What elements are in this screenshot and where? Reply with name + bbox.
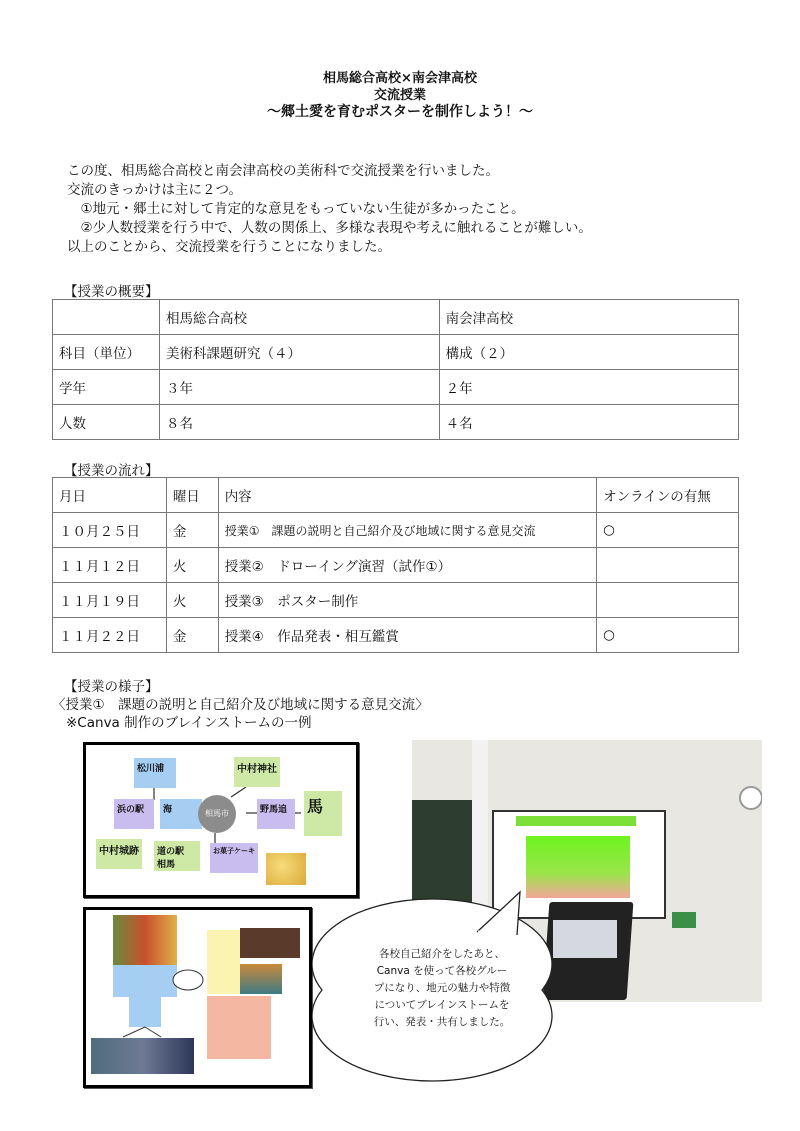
food-photo bbox=[240, 928, 300, 958]
note-sea: 海 bbox=[160, 799, 202, 829]
table-cell bbox=[597, 548, 739, 583]
bubble-line: 各校自己紹介をしたあと、 bbox=[379, 948, 505, 960]
table-cell: 科目（単位） bbox=[53, 335, 160, 370]
intro-paragraph bbox=[67, 162, 592, 257]
table-cell: 金 bbox=[166, 513, 218, 548]
table-cell: １０月２５日 bbox=[53, 513, 167, 548]
wall-clock bbox=[739, 786, 762, 810]
table-cell: ８名 bbox=[159, 405, 439, 440]
table-cell bbox=[597, 583, 739, 618]
cake-photo bbox=[266, 853, 306, 885]
table-cell: 相馬総合高校 bbox=[159, 300, 439, 335]
table-cell: 曜日 bbox=[166, 478, 218, 513]
note-nakamura-castle: 中村城跡 bbox=[96, 839, 142, 869]
table-header-row bbox=[53, 300, 739, 335]
table-cell: １１月１９日 bbox=[53, 583, 167, 618]
bubble-line: についてブレインストームを bbox=[374, 999, 510, 1011]
table-row bbox=[53, 405, 739, 440]
table-cell: 授業① 課題の説明と自己紹介及び地域に関する意見交流 bbox=[218, 513, 596, 548]
overview-table bbox=[52, 299, 739, 440]
intro-line: 交流のきっかけは主に２つ。 bbox=[67, 182, 242, 198]
table-cell: 授業④ 作品発表・相互鑑賞 bbox=[218, 618, 596, 653]
overview-heading: 【授業の概要】 bbox=[64, 284, 159, 300]
red-notes bbox=[207, 996, 271, 1059]
center-node: 相馬市 bbox=[198, 795, 236, 833]
note-nakamura-shrine: 中村神社 bbox=[234, 757, 280, 787]
table-row bbox=[53, 618, 739, 653]
scenes-heading: 【授業の様子】 bbox=[64, 679, 159, 695]
note-hama-no-eki: 浜の駅 bbox=[114, 799, 154, 829]
table-cell: 授業③ ポスター制作 bbox=[218, 583, 596, 618]
table-cell: 授業② ドローイング演習（試作①） bbox=[218, 548, 596, 583]
table-row bbox=[53, 583, 739, 618]
waterfall-photo bbox=[240, 964, 282, 994]
green-box bbox=[672, 912, 696, 928]
scenes-subheading: 〈授業① 課題の説明と自己紹介及び地域に関する意見交流〉 bbox=[52, 697, 429, 713]
table-cell: 人数 bbox=[53, 405, 160, 440]
intro-line: この度、相馬総合高校と南会津高校の美術科で交流授業を行いました。 bbox=[67, 163, 499, 179]
table-cell: 南会津高校 bbox=[439, 300, 738, 335]
table-header-row bbox=[53, 478, 739, 513]
note-cake: お菓子ケーキ bbox=[210, 843, 258, 873]
note-matsukawaura: 松川浦 bbox=[134, 758, 176, 788]
flow-heading: 【授業の流れ】 bbox=[64, 463, 159, 479]
table-cell: 学年 bbox=[53, 370, 160, 405]
table-cell: 火 bbox=[166, 548, 218, 583]
table-row bbox=[53, 370, 739, 405]
scenes-caption: ※Canva 制作のブレインストームの一例 bbox=[66, 715, 312, 731]
table-row bbox=[53, 335, 739, 370]
table-cell: ○ bbox=[597, 513, 739, 548]
table-cell: ○ bbox=[597, 618, 739, 653]
table-cell: 火 bbox=[166, 583, 218, 618]
bubble-text bbox=[352, 946, 532, 1031]
intro-line: 以上のことから、交流授業を行うことになりました。 bbox=[67, 239, 391, 255]
flow-table bbox=[52, 477, 739, 653]
table-cell: １１月２２日 bbox=[53, 618, 167, 653]
title-line-2: 交流授業 bbox=[373, 88, 426, 103]
document-title bbox=[0, 70, 800, 121]
bubble-line: 行い、発表・共有しました。 bbox=[373, 1016, 511, 1028]
table-row bbox=[53, 513, 739, 548]
table-cell bbox=[53, 300, 160, 335]
table-cell: 構成（２） bbox=[439, 335, 738, 370]
table-cell: 金 bbox=[166, 618, 218, 653]
yellow-notes bbox=[207, 930, 240, 994]
note-horse: 馬 bbox=[304, 791, 342, 836]
bubble-line: Canva を使って各校グルー bbox=[376, 965, 508, 977]
table-row bbox=[53, 548, 739, 583]
note-nomaoi: 野馬追 bbox=[257, 799, 295, 829]
table-cell: 内容 bbox=[218, 478, 596, 513]
title-line-1: 相馬総合高校×南会津高校 bbox=[323, 71, 477, 86]
bubble-line: プになり、地元の魅力や特徴 bbox=[373, 982, 511, 994]
projection-bar bbox=[516, 816, 636, 826]
table-cell: 美術科課題研究（４） bbox=[159, 335, 439, 370]
brainstorm-minamiaizu-image bbox=[83, 907, 312, 1088]
title-line-3: ～郷土愛を育むポスターを制作しよう！～ bbox=[267, 104, 533, 120]
table-cell: ４名 bbox=[439, 405, 738, 440]
table-cell: ２年 bbox=[439, 370, 738, 405]
brainstorm-soma-image bbox=[83, 742, 359, 898]
intro-line: ②少人数授業を行う中で、人数の関係上、多様な表現や考えに触れることが難しい。 bbox=[67, 220, 592, 236]
table-cell: オンラインの有無 bbox=[597, 478, 739, 513]
table-cell: 月日 bbox=[53, 478, 167, 513]
note-michi-no-eki: 道の駅 相馬 bbox=[154, 841, 200, 871]
table-cell: ３年 bbox=[159, 370, 439, 405]
intro-line: ①地元・郷土に対して肯定的な意見をもっていない生徒が多かったこと。 bbox=[67, 201, 525, 217]
table-cell: １１月１２日 bbox=[53, 548, 167, 583]
townscape-photo bbox=[91, 1038, 194, 1074]
